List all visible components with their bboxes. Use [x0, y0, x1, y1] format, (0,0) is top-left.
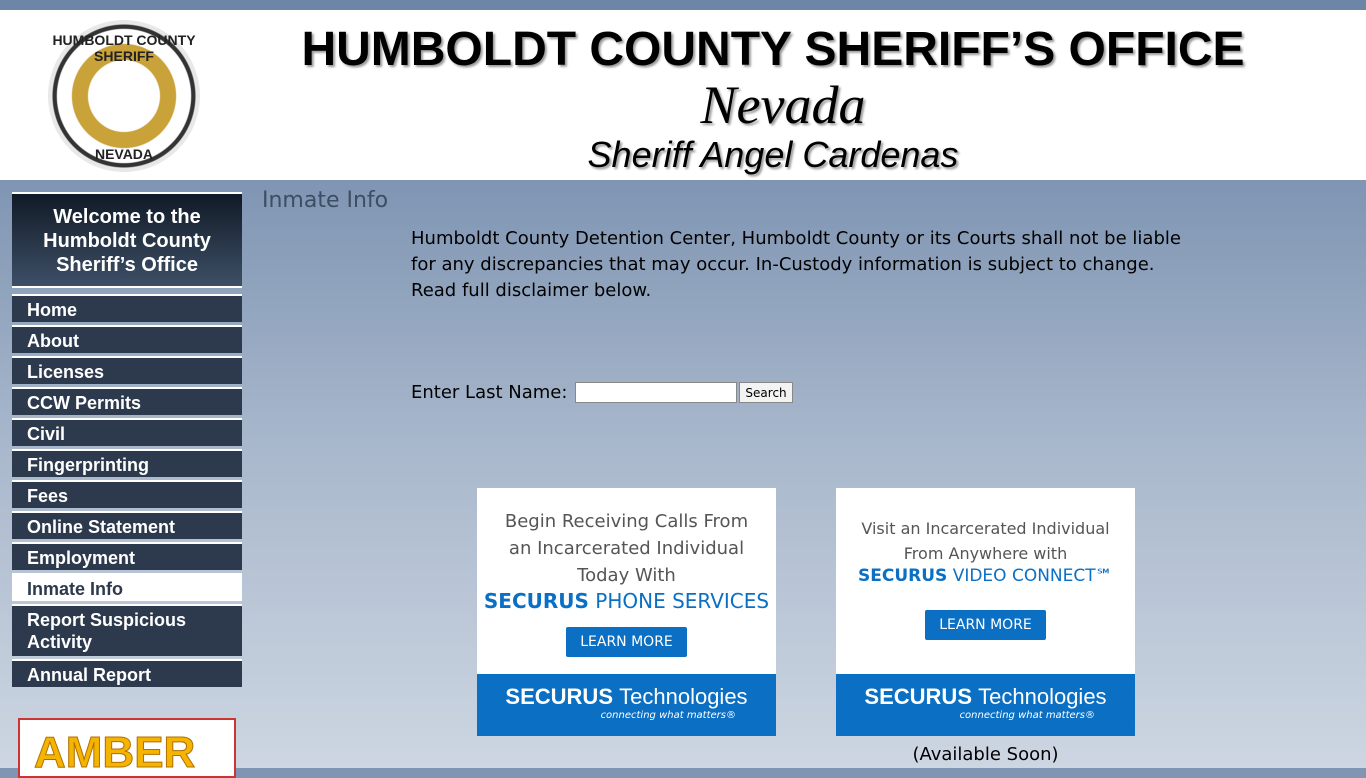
site-state: Nevada — [700, 75, 866, 135]
available-soon-note: (Available Soon) — [912, 744, 1059, 765]
ad-text: Begin Receiving Calls From an Incarcerated Individual Today With — [504, 511, 749, 586]
search-button[interactable]: Search — [739, 382, 792, 403]
nav-civil[interactable]: Civil — [12, 418, 242, 446]
disclaimer-text: Humboldt County Detention Center, Humboldt County or its Courts shall not be liable for any discrepancies that may occur. In-Custody information is subject to change. Read full disclaimer below. — [411, 228, 1181, 301]
nav-online-statement[interactable]: Online Statement — [12, 511, 242, 539]
securus-footer: SECURUS Technologies connecting what matters® — [836, 674, 1135, 736]
ad-text: Visit an Incarcerated Individual From Anywhere with — [861, 519, 1110, 563]
search-form — [411, 382, 793, 403]
nav-licenses[interactable]: Licenses — [12, 356, 242, 384]
last-name-input[interactable] — [575, 382, 737, 403]
nav-fingerprinting[interactable]: Fingerprinting — [12, 449, 242, 477]
learn-more-button[interactable]: LEARN MORE — [566, 627, 687, 657]
welcome-box: Welcome to the Humboldt County Sheriff’s Office — [12, 192, 242, 288]
nav-ccw-permits[interactable]: CCW Permits — [12, 387, 242, 415]
securus-video-ad[interactable] — [836, 488, 1135, 736]
nav-employment[interactable]: Employment — [12, 542, 242, 570]
last-name-label: Enter Last Name: — [411, 382, 568, 403]
nav-fees[interactable]: Fees — [12, 480, 242, 508]
nav-home[interactable]: Home — [12, 294, 242, 322]
site-header — [0, 10, 1366, 180]
ad-service: SECURUS VIDEO CONNECT℠ — [858, 566, 1113, 586]
nav-about[interactable]: About — [12, 325, 242, 353]
learn-more-button[interactable]: LEARN MORE — [925, 610, 1046, 640]
nav-inmate-info[interactable]: Inmate Info — [12, 573, 242, 601]
securus-phone-ad[interactable] — [477, 488, 776, 736]
amber-alert-banner[interactable] — [18, 718, 236, 778]
nav-report-suspicious-activity[interactable]: Report Suspicious Activity — [12, 604, 242, 656]
sidebar-nav — [12, 294, 242, 687]
ad-service: SECURUS PHONE SERVICES — [483, 589, 770, 613]
seal-bottom-text: NEVADA — [94, 146, 154, 162]
seal-top-text: HUMBOLDT COUNTY SHERIFF — [52, 32, 196, 64]
amber-logo-text: AMBER — [34, 728, 196, 777]
nav-annual-report[interactable]: Annual Report — [12, 659, 242, 687]
sidebar — [12, 192, 242, 690]
sheriff-name: Sheriff Angel Cardenas — [587, 134, 959, 175]
page-title: Inmate Info — [262, 188, 389, 213]
site-title: HUMBOLDT COUNTY SHERIFF’S OFFICE — [301, 23, 1245, 76]
securus-footer: SECURUS Technologies connecting what matters® — [477, 674, 776, 736]
top-strip — [0, 0, 1366, 10]
